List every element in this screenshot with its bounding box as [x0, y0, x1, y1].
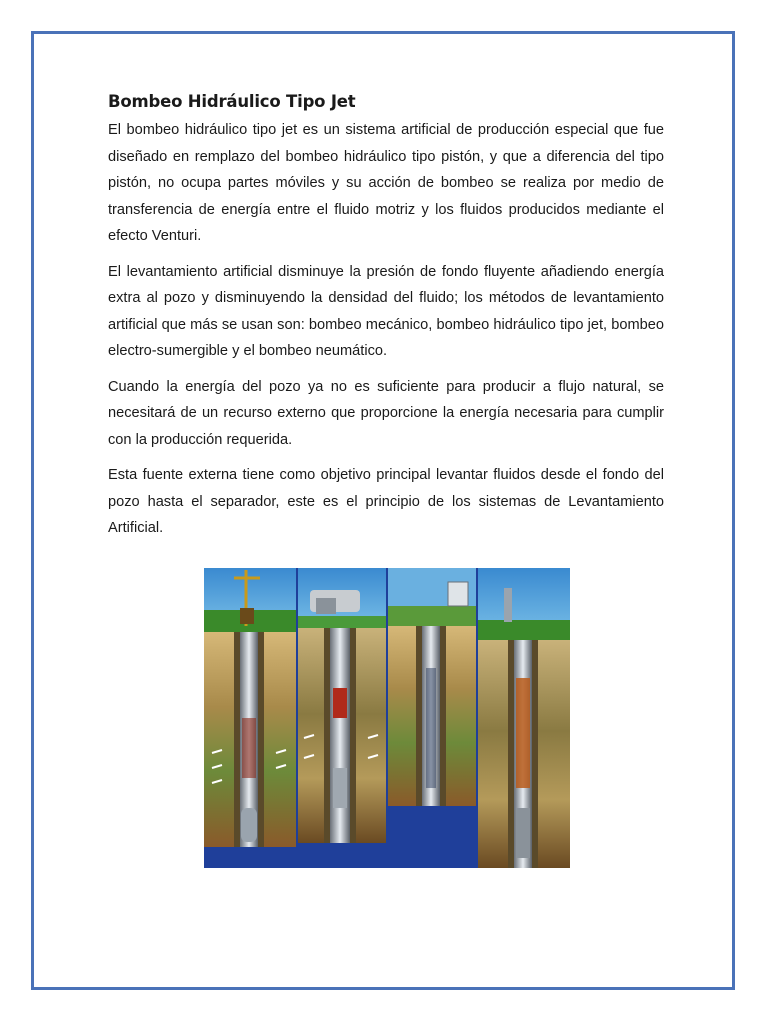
panel-gas-lift	[388, 568, 476, 868]
panel-esp	[478, 568, 570, 868]
section-title: Bombeo Hidráulico Tipo Jet	[108, 92, 356, 111]
document-body	[108, 92, 664, 551]
paragraph-2: El levantamiento artificial disminuye la presión de fondo fluyente añadiendo energía extra al pozo y disminuyendo la densidad del fluido; los métodos de levantamiento artificial que más se usan son: bombeo mecánico, bombeo hidráulico tipo jet, bombeo electro-sumergible y el bombeo neumático.	[108, 263, 664, 359]
panel-hydraulic-pump	[298, 568, 386, 868]
paragraph-1: El bombeo hidráulico tipo jet es un sistema artificial de producción especial que fue diseñado en remplazo del bombeo hidráulico tipo pistón, y que a diferencia del tipo pistón, no ocupa partes móviles y su acción de bombeo se realiza por medio de transferencia de energía entre el fluido motriz y los fluidos producidos mediante el efecto Venturi.	[108, 122, 664, 244]
document-page	[31, 31, 735, 990]
paragraph-4: Esta fuente externa tiene como objetivo principal levantar fluidos desde el fondo del pozo hasta el separador, este es el principio de los sistemas de Levantamiento Artificial.	[108, 467, 664, 536]
paragraph-3: Cuando la energía del pozo ya no es suficiente para producir a flujo natural, se necesitará de un recurso externo que proporcione la energía necesaria para cumplir con la producción requerida.	[108, 378, 664, 448]
panel-rod-pump	[204, 568, 296, 868]
artificial-lift-illustration	[204, 568, 570, 868]
